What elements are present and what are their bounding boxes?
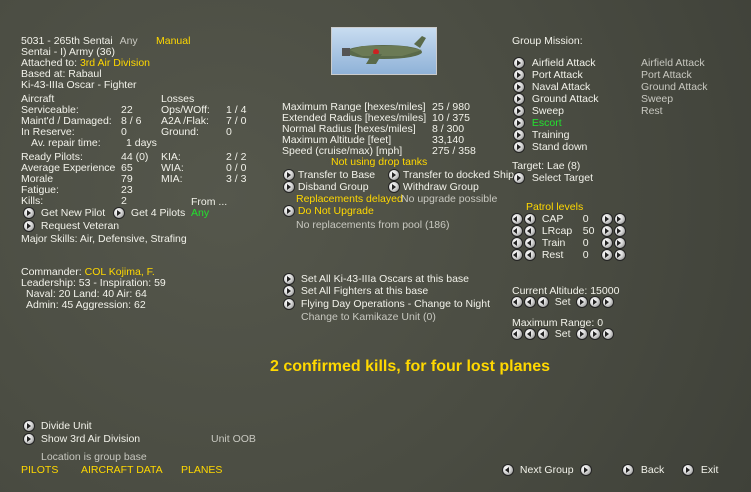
mission-secondary: Port Attack bbox=[641, 69, 692, 81]
aircraft-row-label: Maint'd / Damaged: bbox=[21, 115, 112, 127]
manual-toggle[interactable]: Manual bbox=[156, 35, 191, 47]
fast-left-icon[interactable] bbox=[512, 250, 522, 260]
aircraft-header: Aircraft bbox=[21, 93, 55, 105]
commander-leadership: Leadership: 53 - Inspiration: 59 bbox=[21, 277, 166, 289]
losses-row-value: 1 / 4 bbox=[226, 104, 247, 116]
mission-naval-attack[interactable]: Naval Attack bbox=[514, 81, 590, 93]
pilot-row-value: 65 bbox=[121, 162, 133, 174]
arrow-right-icon bbox=[581, 465, 591, 475]
stat-value: 10 / 375 bbox=[432, 112, 470, 124]
arrow-right-icon bbox=[389, 182, 399, 192]
disband-group-button[interactable]: Disband Group bbox=[284, 181, 369, 193]
from-label: From ... bbox=[191, 196, 228, 208]
commander-skills: Naval: 20 Land: 40 Air: 64 bbox=[26, 288, 147, 300]
aircraft-row-value: 0 bbox=[121, 126, 127, 138]
losses-row-value: 0 bbox=[226, 126, 232, 138]
fast-right-icon[interactable] bbox=[615, 238, 625, 248]
fast-left-icon[interactable] bbox=[512, 297, 522, 307]
set-all-fighters-button[interactable]: Set All Fighters at this base bbox=[284, 285, 428, 297]
fast-right-icon[interactable] bbox=[615, 250, 625, 260]
maximum-range: Maximum Range: 0 bbox=[512, 317, 604, 329]
arrow-right-icon bbox=[284, 182, 294, 192]
set-range-button[interactable]: Set bbox=[554, 328, 571, 340]
fast-right-icon[interactable] bbox=[603, 297, 613, 307]
arrow-right-icon bbox=[514, 82, 524, 92]
commander: Commander: COL Kojima, F. bbox=[21, 266, 155, 278]
mission-secondary: Ground Attack bbox=[641, 81, 708, 93]
request-veteran-button[interactable]: Request Veteran bbox=[24, 220, 119, 232]
fast-left-icon[interactable] bbox=[512, 329, 522, 339]
patrol-row: LRcap 50 bbox=[512, 225, 625, 237]
stat-label: Maximum Altitude [feet] bbox=[282, 134, 392, 146]
arrow-right-icon bbox=[514, 58, 524, 68]
arrow-right-icon bbox=[284, 274, 294, 284]
mission-escort[interactable]: Escort bbox=[514, 117, 562, 129]
arrow-left-icon[interactable] bbox=[525, 238, 535, 248]
fast-left-icon[interactable] bbox=[512, 226, 522, 236]
stat-label: Maximum Range [hexes/miles] bbox=[282, 101, 426, 113]
plane-icon bbox=[332, 28, 436, 74]
arrow-left-icon bbox=[503, 465, 513, 475]
current-altitude: Current Altitude: 15000 bbox=[512, 285, 620, 297]
pilot-row-value: 79 bbox=[121, 173, 133, 185]
attached-division-link[interactable]: 3rd Air Division bbox=[79, 57, 150, 69]
patrol-row: Train 0 bbox=[512, 237, 625, 249]
arrow-right-icon[interactable] bbox=[577, 329, 587, 339]
replacements-delayed-toggle[interactable]: Replacements delayed bbox=[296, 193, 403, 205]
arrow-right-icon bbox=[514, 70, 524, 80]
arrow-right-icon bbox=[514, 94, 524, 104]
pilot-status-label: KIA: bbox=[161, 151, 181, 163]
mission-stand-down[interactable]: Stand down bbox=[514, 141, 587, 153]
range-controls bbox=[512, 328, 613, 340]
pilot-row-label: Fatigue: bbox=[21, 184, 59, 196]
commander-name-link[interactable]: COL Kojima, F. bbox=[84, 266, 155, 278]
set-altitude-button[interactable]: Set bbox=[554, 296, 571, 308]
arrow-left-icon[interactable] bbox=[525, 226, 535, 236]
fast-right-icon[interactable] bbox=[615, 214, 625, 224]
arrow-right-icon bbox=[514, 173, 524, 183]
show-division-button[interactable]: Show 3rd Air Division bbox=[24, 433, 140, 445]
pilot-row-value: 44 (0) bbox=[121, 151, 149, 163]
flying-day-ops-button[interactable]: Flying Day Operations - Change to Night bbox=[284, 298, 490, 310]
kamikaze-toggle[interactable]: Change to Kamikaze Unit (0) bbox=[301, 311, 436, 323]
pilot-status-value: 2 / 2 bbox=[226, 151, 247, 163]
fast-left-icon[interactable] bbox=[512, 238, 522, 248]
fast-right-icon[interactable] bbox=[615, 226, 625, 236]
mission-secondary: Rest bbox=[641, 105, 663, 117]
pilot-row-value: 2 bbox=[121, 195, 127, 207]
losses-row-label: A2A /Flak: bbox=[161, 115, 209, 127]
arrow-right-icon bbox=[284, 299, 294, 309]
losses-row-label: Ops/WOff: bbox=[161, 104, 210, 116]
mission-target: Target: Lae (8) bbox=[512, 160, 581, 172]
aircraft-image bbox=[331, 27, 437, 75]
unit-any: Any bbox=[119, 35, 138, 47]
aircraft-type: Ki-43-IIIa Oscar - Fighter bbox=[21, 79, 137, 91]
mission-secondary: Sweep bbox=[641, 93, 674, 105]
stat-label: Speed (cruise/max) [mph] bbox=[282, 145, 403, 157]
divide-unit-button[interactable]: Divide Unit bbox=[24, 420, 92, 432]
patrol-row: CAP 0 bbox=[512, 213, 625, 225]
pilot-status-value: 0 / 0 bbox=[226, 162, 247, 174]
aircraft-row-value: 22 bbox=[121, 104, 133, 116]
stat-value: 33,140 bbox=[432, 134, 465, 146]
arrow-right-icon bbox=[389, 170, 399, 180]
tab-planes[interactable]: PLANES bbox=[181, 464, 223, 476]
arrow-right-icon bbox=[284, 286, 294, 296]
arrow-right-icon[interactable] bbox=[590, 297, 600, 307]
unit-oob-link[interactable]: Unit OOB bbox=[211, 433, 256, 445]
stat-value: 25 / 980 bbox=[432, 101, 470, 113]
fast-right-icon[interactable] bbox=[603, 329, 613, 339]
next-group-button[interactable]: Next Group bbox=[503, 464, 591, 476]
repair-time-value: 1 days bbox=[126, 137, 157, 149]
transfer-to-ship-button[interactable]: Transfer to docked Ship bbox=[389, 169, 514, 181]
arrow-left-icon[interactable] bbox=[538, 329, 548, 339]
unit-title: 5031 - 265th Sentai Any bbox=[21, 35, 138, 47]
from-any-link[interactable]: Any bbox=[191, 207, 210, 219]
stat-label: Normal Radius [hexes/miles] bbox=[282, 123, 416, 135]
get-new-pilot-button[interactable]: Get New Pilot bbox=[24, 207, 105, 219]
based-at: Based at: Rabaul bbox=[21, 68, 102, 80]
exit-button[interactable]: Exit bbox=[683, 464, 718, 476]
arrow-right-icon bbox=[284, 206, 294, 216]
transfer-to-base-button[interactable]: Transfer to Base bbox=[284, 169, 375, 181]
arrow-right-icon[interactable] bbox=[602, 226, 612, 236]
pilot-row-label: Kills: bbox=[21, 195, 44, 207]
arrow-right-icon bbox=[514, 106, 524, 116]
drop-tanks-toggle[interactable]: Not using drop tanks bbox=[331, 156, 428, 168]
back-button[interactable]: Back bbox=[623, 464, 664, 476]
location-status: Location is group base bbox=[41, 451, 147, 463]
do-not-upgrade-button[interactable]: Do Not Upgrade bbox=[284, 205, 374, 217]
set-all-oscars-button[interactable]: Set All Ki-43-IIIa Oscars at this base bbox=[284, 273, 469, 285]
arrow-right-icon bbox=[24, 421, 34, 431]
tab-pilots[interactable]: PILOTS bbox=[21, 464, 59, 476]
status-message: 2 confirmed kills, for four lost planes bbox=[270, 358, 551, 375]
pilot-row-label: Average Experience bbox=[21, 162, 116, 174]
arrow-right-icon[interactable] bbox=[577, 297, 587, 307]
pilot-status-label: WIA: bbox=[161, 162, 184, 174]
get-4-pilots-button[interactable]: Get 4 Pilots bbox=[114, 207, 185, 219]
mission-sweep[interactable]: Sweep bbox=[514, 105, 564, 117]
replacement-pool-status: No replacements from pool (186) bbox=[296, 219, 450, 231]
arrow-right-icon bbox=[683, 465, 693, 475]
major-skills: Major Skills: Air, Defensive, Strafing bbox=[21, 233, 187, 245]
arrow-right-icon bbox=[24, 221, 34, 231]
arrow-right-icon bbox=[24, 434, 34, 444]
pilot-row-label: Ready Pilots: bbox=[21, 151, 83, 163]
pilot-status-label: MIA: bbox=[161, 173, 183, 185]
arrow-right-icon bbox=[623, 465, 633, 475]
mission-port-attack[interactable]: Port Attack bbox=[514, 69, 583, 81]
losses-row-label: Ground: bbox=[161, 126, 199, 138]
mission-airfield-attack[interactable]: Airfield Attack bbox=[514, 57, 596, 69]
fast-left-icon[interactable] bbox=[512, 214, 522, 224]
patrol-header: Patrol levels bbox=[526, 201, 584, 213]
arrow-left-icon[interactable] bbox=[538, 297, 548, 307]
arrow-right-icon bbox=[514, 118, 524, 128]
arrow-right-icon bbox=[514, 130, 524, 140]
repair-time-label: Av. repair time: bbox=[31, 137, 101, 149]
arrow-right-icon bbox=[514, 142, 524, 152]
aircraft-row-label: In Reserve: bbox=[21, 126, 75, 138]
arrow-right-icon[interactable] bbox=[602, 238, 612, 248]
withdraw-group-button[interactable]: Withdraw Group bbox=[389, 181, 479, 193]
losses-row-value: 7 / 0 bbox=[226, 115, 247, 127]
arrow-right-icon[interactable] bbox=[602, 250, 612, 260]
mission-secondary: Airfield Attack bbox=[641, 57, 705, 69]
attached-to: Attached to: 3rd Air Division bbox=[21, 57, 150, 69]
pilot-row-label: Morale bbox=[21, 173, 54, 185]
altitude-controls bbox=[512, 296, 613, 308]
unit-parent: Sentai - I) Army (36) bbox=[21, 46, 115, 58]
arrow-right-icon bbox=[284, 170, 294, 180]
stat-value: 275 / 358 bbox=[432, 145, 476, 157]
arrow-right-icon bbox=[114, 208, 124, 218]
mission-ground-attack[interactable]: Ground Attack bbox=[514, 93, 598, 105]
mission-training[interactable]: Training bbox=[514, 129, 569, 141]
arrow-left-icon[interactable] bbox=[525, 214, 535, 224]
mission-header: Group Mission: bbox=[512, 35, 583, 47]
arrow-left-icon[interactable] bbox=[525, 297, 535, 307]
stat-label: Extended Radius [hexes/miles] bbox=[282, 112, 427, 124]
aircraft-row-label: Serviceable: bbox=[21, 104, 79, 116]
select-target-button[interactable]: Select Target bbox=[514, 172, 593, 184]
arrow-left-icon[interactable] bbox=[525, 250, 535, 260]
tab-aircraft-data[interactable]: AIRCRAFT DATA bbox=[81, 464, 163, 476]
arrow-right-icon[interactable] bbox=[602, 214, 612, 224]
pilot-row-value: 23 bbox=[121, 184, 133, 196]
losses-header: Losses bbox=[161, 93, 195, 105]
arrow-right-icon[interactable] bbox=[590, 329, 600, 339]
stat-value: 8 / 300 bbox=[432, 123, 465, 135]
commander-admin: Admin: 45 Aggression: 62 bbox=[26, 299, 146, 311]
arrow-right-icon bbox=[24, 208, 34, 218]
patrol-row: Rest 0 bbox=[512, 249, 625, 261]
arrow-left-icon[interactable] bbox=[525, 329, 535, 339]
upgrade-status: No upgrade possible bbox=[401, 193, 498, 205]
aircraft-row-value: 8 / 6 bbox=[121, 115, 142, 127]
pilot-status-value: 3 / 3 bbox=[226, 173, 247, 185]
